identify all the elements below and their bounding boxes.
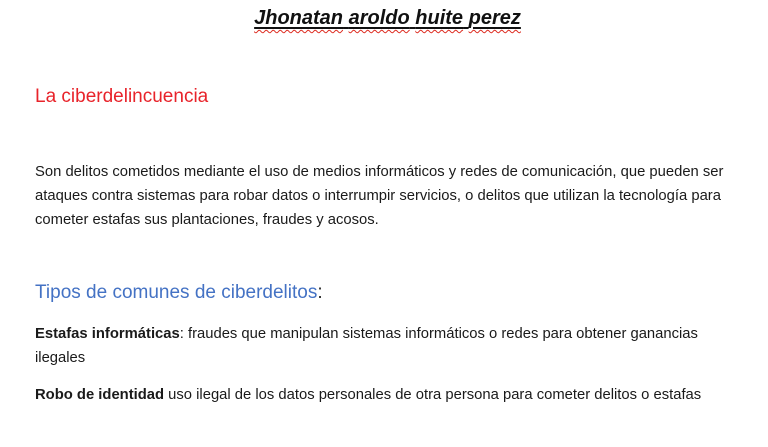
title-word: huite [415,7,464,29]
definition-estafas-informaticas [35,322,740,370]
title-word: perez [468,7,521,29]
definition-term: Robo de identidad [35,387,165,403]
heading-tipos-colon: : [317,282,323,303]
definition-text: : fraudes que manipulan sistemas informáticos o redes para obtener ganancias ilegales [35,326,698,366]
heading-tipos-text: Tipos de comunes de ciberdelitos [35,282,318,303]
definition-text: uso ilegal de los datos personales de otra persona para cometer delitos o estafas [164,387,702,403]
paragraph-ciberdelincuencia: Son delitos cometidos mediante el uso de medios informáticos y redes de comunicación, que pueden ser ataques contra sistemas para robar datos o interrumpir servicios, o delitos que utilizan la tecnología para cometer estafas sus plantaciones, fraudes y acosos. [35,164,724,228]
document-title [35,0,740,30]
title-word: aroldo [348,7,410,29]
definition-term: Estafas informáticas [35,326,180,342]
definition-robo-identidad [35,383,740,407]
title-word: Jhonatan [254,7,344,29]
heading-tipos-ciberdelitos [35,282,740,304]
title-underline-group [254,7,521,29]
heading-ciberdelincuencia: La ciberdelincuencia [35,86,209,107]
